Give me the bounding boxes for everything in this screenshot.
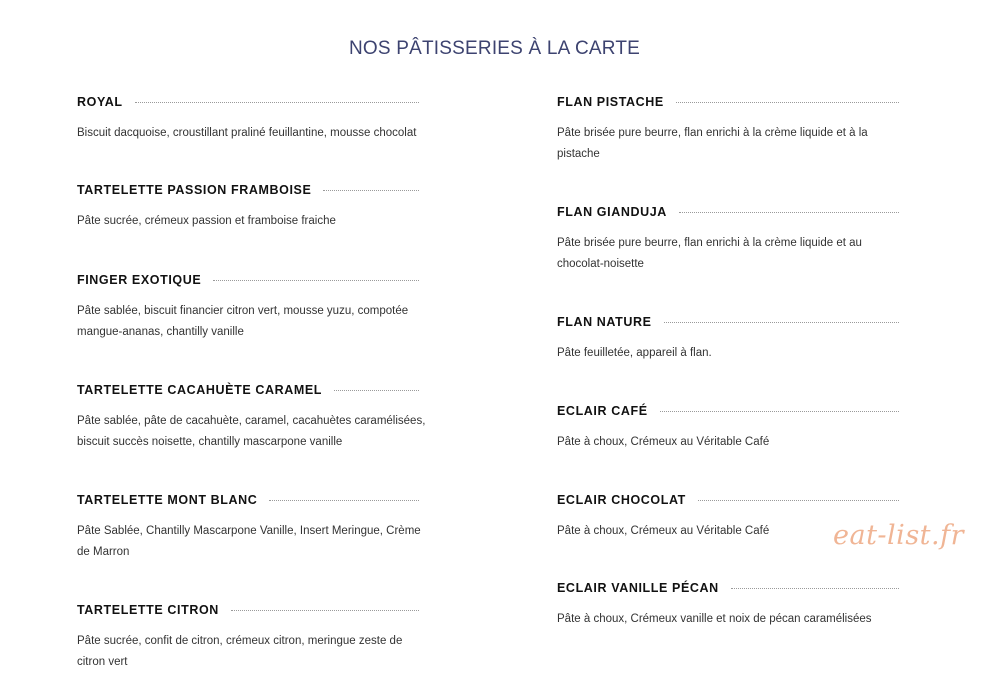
menu-item-description: Pâte brisée pure beurre, flan enrichi à la crème liquide et au chocolat-noisette xyxy=(557,237,862,270)
menu-item-description: Pâte à choux, Crémeux vanille et noix de pécan caramélisées xyxy=(557,613,872,625)
menu-item xyxy=(77,382,433,453)
menu-item xyxy=(77,94,419,144)
dotted-divider xyxy=(231,610,419,611)
dotted-divider xyxy=(135,102,419,103)
menu-item-name: FLAN PISTACHE xyxy=(557,95,664,109)
dotted-divider xyxy=(679,212,899,213)
dotted-divider xyxy=(698,500,899,501)
dotted-divider xyxy=(676,102,899,103)
menu-item-name: TARTELETTE CITRON xyxy=(77,603,219,617)
menu-item-name: ECLAIR VANILLE PÉCAN xyxy=(557,581,719,595)
dotted-divider xyxy=(731,588,899,589)
menu-item xyxy=(557,94,899,165)
dotted-divider xyxy=(660,411,899,412)
menu-item-description: Pâte à choux, Crémeux au Véritable Café xyxy=(557,525,770,537)
menu-item-name: ECLAIR CHOCOLAT xyxy=(557,493,686,507)
menu-item-description: Pâte Sablée, Chantilly Mascarpone Vanille, Insert Meringue, Crème de Marron xyxy=(77,525,421,558)
menu-item-name: TARTELETTE CACAHUÈTE CARAMEL xyxy=(77,383,323,397)
menu-item-name: TARTELETTE PASSION FRAMBOISE xyxy=(77,183,312,197)
menu-item xyxy=(557,580,899,630)
menu-item xyxy=(77,272,419,343)
menu-item xyxy=(557,204,899,275)
menu-item-description: Pâte à choux, Crémeux au Véritable Café xyxy=(557,436,770,448)
menu-item-name: ROYAL xyxy=(77,95,123,109)
menu-item-description: Pâte sablée, pâte de cacahuète, caramel, cacahuètes caramélisées, biscuit succès noisette, chantilly mascarpone vanille xyxy=(77,415,426,448)
dotted-divider xyxy=(269,500,419,501)
menu-item-description: Pâte brisée pure beurre, flan enrichi à la crème liquide et à la pistache xyxy=(557,127,868,160)
menu-item-description: Biscuit dacquoise, croustillant praliné feuillantine, mousse chocolat xyxy=(77,127,417,139)
dotted-divider xyxy=(323,190,419,191)
menu-item-name: TARTELETTE MONT BLANC xyxy=(77,493,258,507)
menu-item-name: ECLAIR CAFÉ xyxy=(557,404,648,418)
menu-item xyxy=(77,182,419,232)
menu-item-description: Pâte sucrée, crémeux passion et framboise fraiche xyxy=(77,215,336,227)
menu-item-name: FLAN NATURE xyxy=(557,315,652,329)
menu-item-description: Pâte sucrée, confit de citron, crémeux citron, meringue zeste de citron vert xyxy=(77,635,403,668)
menu-item-description: Pâte sablée, biscuit financier citron vert, mousse yuzu, compotée mangue-ananas, chantilly vanille xyxy=(77,305,409,338)
menu-item-name: FLAN GIANDUJA xyxy=(557,205,667,219)
dotted-divider xyxy=(334,390,419,391)
page-title: NOS PÂTISSERIES À LA CARTE xyxy=(349,37,640,59)
dotted-divider xyxy=(213,280,419,281)
menu-item xyxy=(557,314,899,364)
menu-item xyxy=(557,403,899,453)
menu-item xyxy=(77,602,419,673)
menu-item xyxy=(77,492,427,563)
menu-item-name: FINGER EXOTIQUE xyxy=(77,273,202,287)
menu-item-description: Pâte feuilletée, appareil à flan. xyxy=(557,347,712,359)
dotted-divider xyxy=(664,322,899,323)
watermark-text: eat-list.fr xyxy=(833,520,965,551)
